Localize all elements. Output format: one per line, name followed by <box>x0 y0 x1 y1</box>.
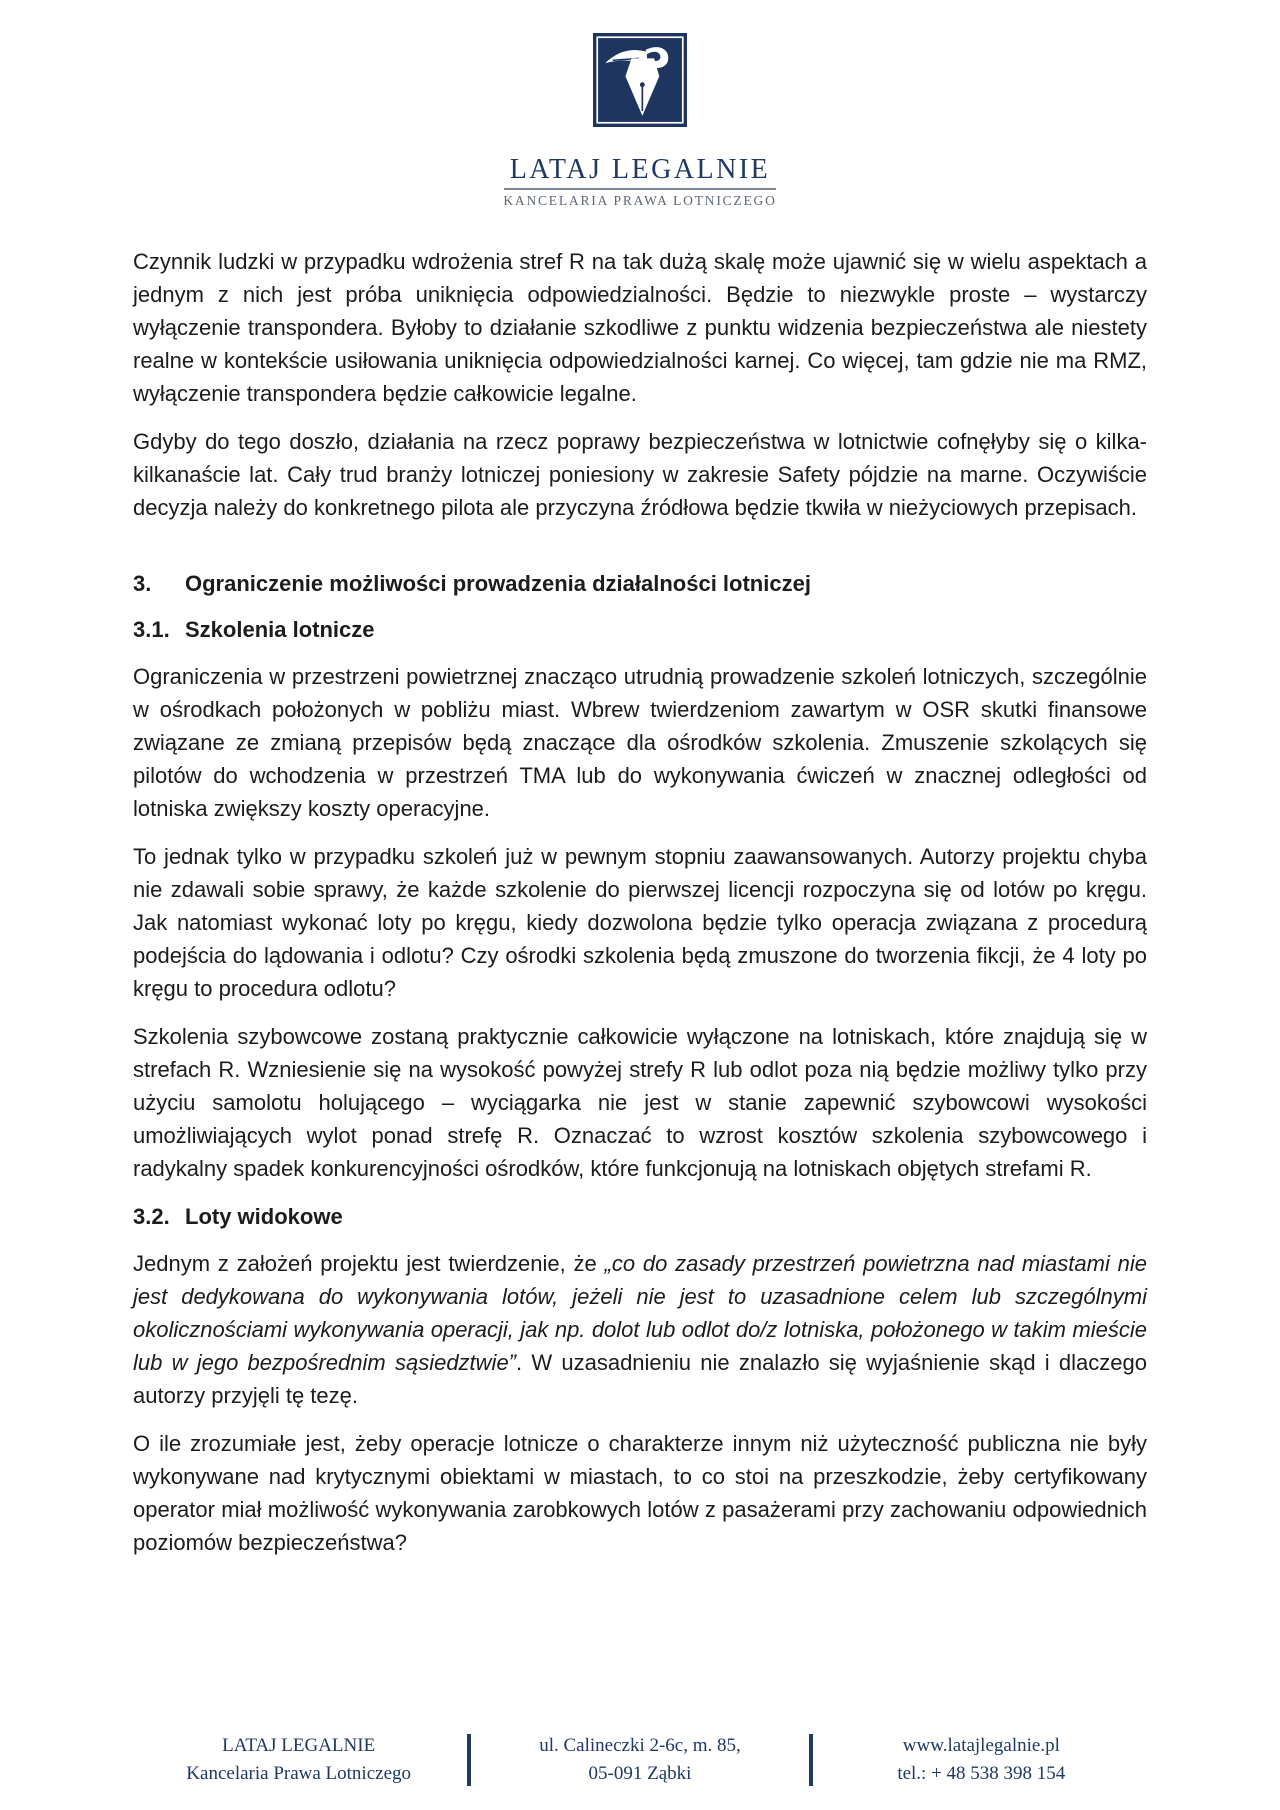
footer-address <box>471 1732 808 1788</box>
paragraph-circuit-flights: To jednak tylko w przypadku szkoleń już w pewnym stopniu zaawansowanych. Autorzy projektu chyba nie zdawali sobie sprawy, że każde szkolenie do pierwszej licencji rozpoczyna się od lotów po kręgu. Jak natomiast wykonać loty po kręgu, kiedy dozwolona będzie tylko operacja związana z procedurą podejścia do lądowania i odlotu? Czy ośrodki szkolenia będą zmuszone do tworzenia fikcji, że 4 loty po kręgu to procedura odlotu? <box>133 844 1147 1001</box>
section-title: Ograniczenie możliwości prowadzenia działalności lotniczej <box>185 571 811 596</box>
brand-rule-divider <box>504 188 776 190</box>
section-title: Loty widokowe <box>185 1204 343 1229</box>
brand-subtitle: KANCELARIA PRAWA LOTNICZEGO <box>503 193 777 208</box>
section-title: Szkolenia lotnicze <box>185 617 375 642</box>
brand-title: LATAJ LEGALNIE <box>509 154 771 185</box>
paragraph-safety-setback: Gdyby do tego doszło, działania na rzecz poprawy bezpieczeństwa w lotnictwie cofnęłyby się o kilka-kilkanaście lat. Cały trud branży lotniczej poniesiony w zakresie Safety pójdzie na marne. Oczywiście decyzja należy do konkretnego pilota ale przyczyna źródłowa będzie tkwiła w nieżyciowych przepisach. <box>133 429 1147 520</box>
page-footer <box>130 1732 1150 1788</box>
section-number: 3. <box>133 571 152 596</box>
paragraph-training-restrictions: Ograniczenia w przestrzeni powietrznej znacząco utrudnią prowadzenie szkoleń lotniczych, szczególnie w ośrodkach położonych w pobliżu miast. Wbrew twierdzeniom zawartym w OSR skutki finansowe związane ze zmianą przepisów będą znaczące dla ośrodków szkolenia. Zmuszenie szkolących się pilotów do wchodzenia w przestrzeń TMA lub do wykonywania ćwiczeń w znacznej odległości od lotniska zwiększy koszty operacyjne. <box>133 664 1147 821</box>
paragraph-commercial-flights: O ile zrozumiałe jest, żeby operacje lotnicze o charakterze innym niż użyteczność publiczna nie były wykonywane nad krytycznymi obiektami w miastach, to co stoi na przeszkodzie, żeby certyfikowany operator miał możliwość wykonywania zarobkowych lotów z pasażerami przy zachowaniu odpowiednich poziomów bezpieczeństwa? <box>133 1431 1147 1555</box>
paragraph-glider-training: Szkolenia szybowcowe zostaną praktycznie całkowicie wyłączone na lotniskach, które znajdują się w strefach R. Wzniesienie się na wysokość powyżej strefy R lub odlot poza nią będzie możliwy tylko przy użyciu samolotu holującego – wyciągarka nie jest w stanie zapewnić szybowcowi wysokości umożliwiających wylot ponad strefę R. Oznaczać to wzrost kosztów szkolenia szybowcowego i radykalny spadek konkurencyjności ośrodków, które funkcjonują na lotniskach objętych strefami R. <box>133 1024 1147 1181</box>
section-heading-3-2 <box>133 1200 1147 1233</box>
footer-company-desc: Kancelaria Prawa Lotniczego <box>186 1763 412 1784</box>
footer-address-street: ul. Calineczki 2-6c, m. 85, <box>539 1735 741 1756</box>
section-number: 3.1. <box>133 617 170 642</box>
footer-company-name: LATAJ LEGALNIE <box>222 1735 376 1756</box>
header-logo <box>0 0 1280 208</box>
paragraph-human-factor: Czynnik ludzki w przypadku wdrożenia stref R na tak dużą skalę może ujawnić się w wielu aspektach a jednym z nich jest próba uniknięcia odpowiedzialności. Będzie to niezwykle proste – wystarczy wyłączenie transpondera. Byłoby to działanie szkodliwe z punktu widzenia bezpieczeństwa ale niestety realne w kontekście usiłowania uniknięcia odpowiedzialności karnej. Co więcej, tam gdzie nie ma RMZ, wyłączenie transpondera będzie całkowicie legalne. <box>133 249 1147 406</box>
quote-tail-text: . W uzasadnieniu nie znalazło się wyjaśnienie skąd i dlaczego autorzy przyjęli tę tezę. <box>133 1350 1147 1408</box>
section-heading-3 <box>133 567 1147 600</box>
quoted-italic-text: „co do zasady przestrzeń powietrzna nad miastami nie jest dedykowana do wykonywania lotów, jeżeli nie jest to uzasadnione celem lub szczególnymi okolicznościami wykonywania operacji, jak np. dolot lub odlot do/z lotniska, położonego w takim mieście lub w jego bezpośrednim sąsiedztwie” <box>133 1251 1148 1375</box>
footer-website: www.latajlegalnie.pl <box>902 1735 1060 1756</box>
quote-lead-text: Jednym z założeń projektu jest twierdzenie, że <box>133 1251 605 1276</box>
paragraph-sightseeing-quote <box>133 1247 1147 1412</box>
footer-contact <box>813 1732 1150 1788</box>
section-heading-3-1 <box>133 613 1147 646</box>
footer-phone: tel.: + 48 538 398 154 <box>897 1763 1066 1784</box>
document-body <box>133 245 1147 1559</box>
section-number: 3.2. <box>133 1204 170 1229</box>
footer-address-city: 05-091 Ząbki <box>588 1763 692 1784</box>
footer-company <box>130 1732 467 1788</box>
winged-pen-nib-logo-icon <box>593 32 687 128</box>
